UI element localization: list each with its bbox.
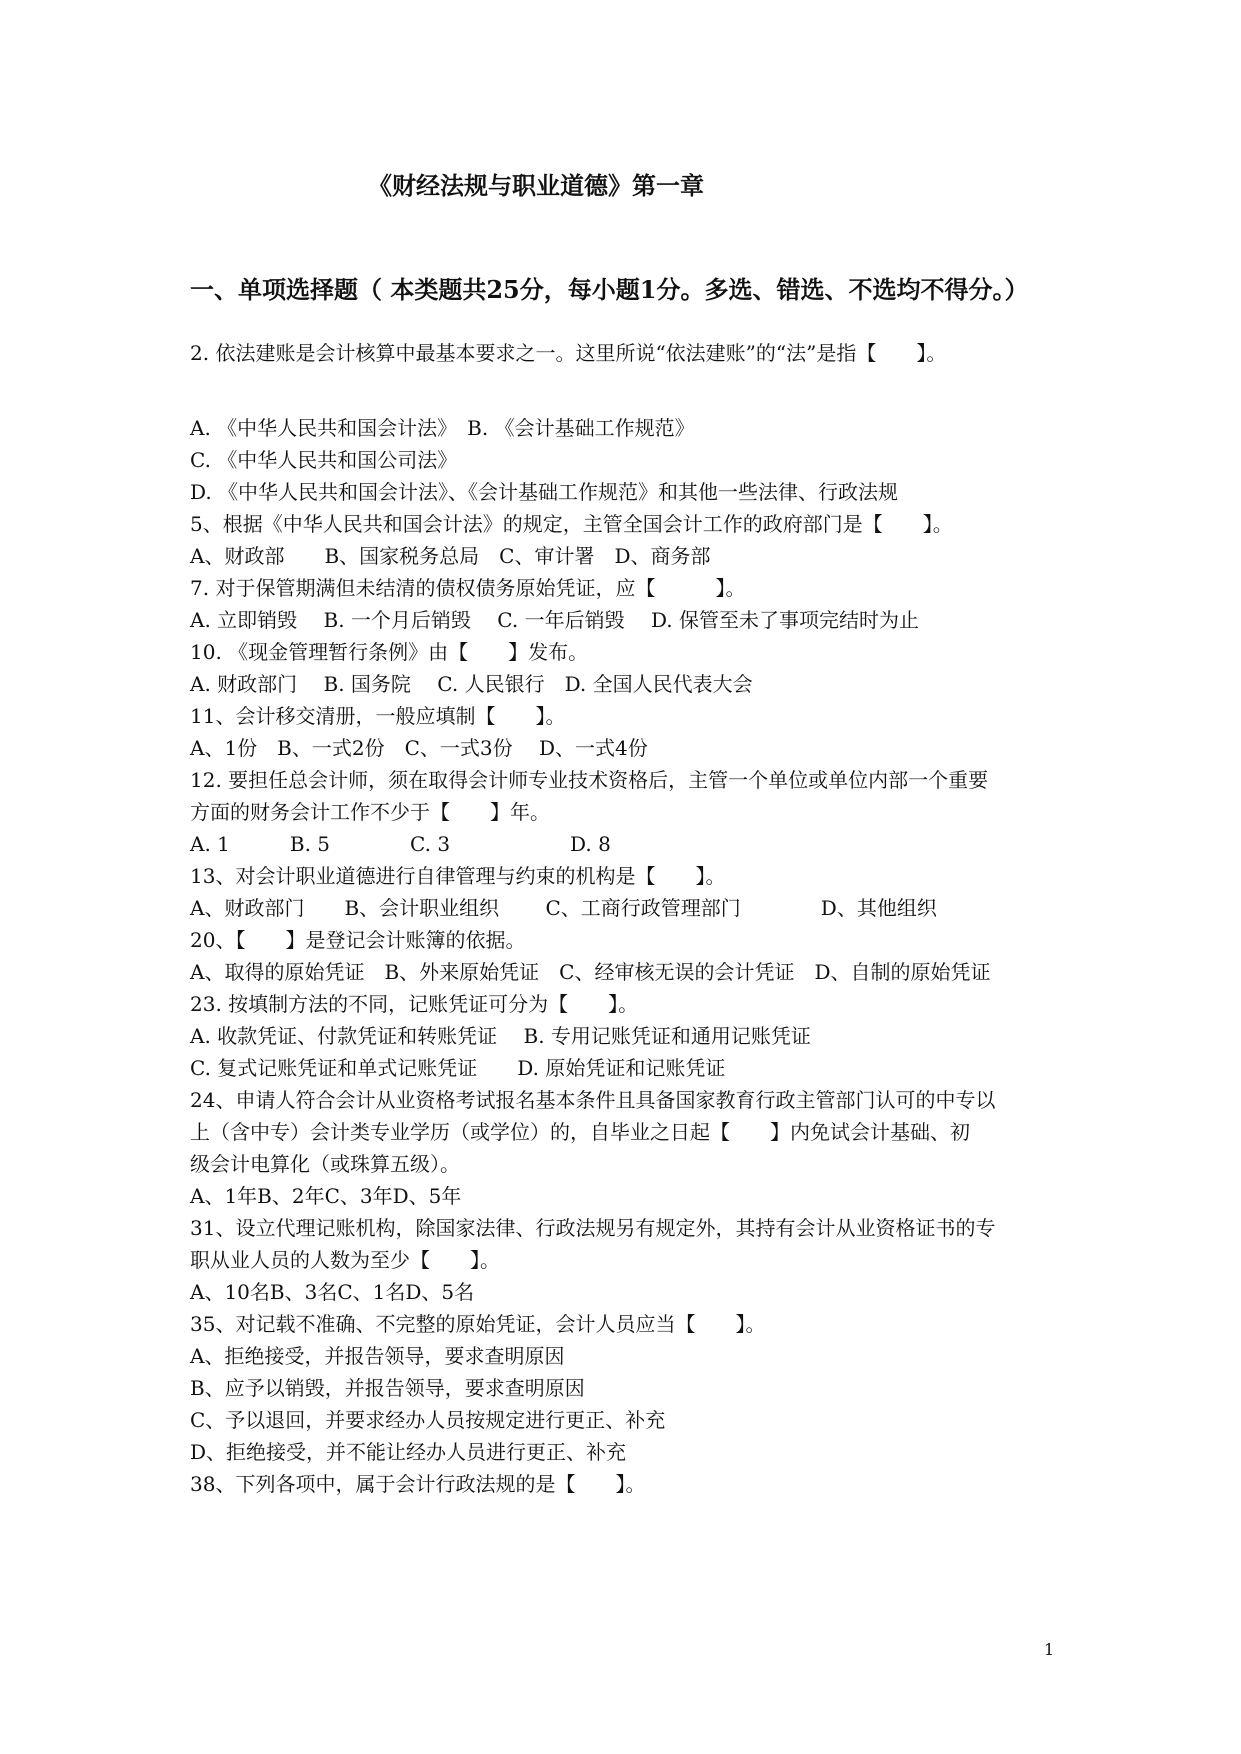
text-line: A、1年B、2年C、3年D、5年 bbox=[190, 1184, 462, 1208]
text-line: 级会计电算化（或珠算五级）。 bbox=[190, 1152, 460, 1176]
section-title: 一、单项选择题（ 本类题共25分，每小题1分。多选、错选、不选均不得分。） bbox=[190, 275, 1029, 304]
text-line: A、1份 B、一式2份 C、一式3份 D、一式4份 bbox=[190, 736, 648, 760]
text-line: C. 复式记账凭证和单式记账凭证 D. 原始凭证和记账凭证 bbox=[190, 1056, 726, 1080]
text-line: D、拒绝接受，并不能让经办人员进行更正、补充 bbox=[190, 1440, 627, 1464]
text-line: A、财政部门 B、会计职业组织 C、工商行政管理部门 D、其他组织 bbox=[190, 896, 937, 920]
text-line: 13、对会计职业道德进行自律管理与约束的机构是【 】。 bbox=[190, 864, 726, 888]
text-line: 11、会计移交清册，一般应填制【 】。 bbox=[190, 704, 566, 728]
text-line: 23. 按填制方法的不同，记账凭证可分为【 】。 bbox=[190, 992, 639, 1016]
text-line: 方面的财务会计工作不少于【 】年。 bbox=[190, 800, 550, 824]
text-line: A. 收款凭证、付款凭证和转账凭证 B. 专用记账凭证和通用记账凭证 bbox=[190, 1024, 811, 1048]
page-number: 1 bbox=[1044, 1640, 1055, 1659]
text-line: 5、根据《中华人民共和国会计法》的规定，主管全国会计工作的政府部门是【 】。 bbox=[190, 512, 953, 536]
text-line: 31、设立代理记账机构，除国家法律、行政法规另有规定外，其持有会计从业资格证书的专 bbox=[190, 1216, 996, 1240]
text-line: A、拒绝接受，并报告领导，要求查明原因 bbox=[190, 1344, 565, 1368]
text-line: 38、下列各项中，属于会计行政法规的是【 】。 bbox=[190, 1472, 646, 1496]
text-line: C、予以退回，并要求经办人员按规定进行更正、补充 bbox=[190, 1408, 666, 1432]
text-line: A、财政部 B、国家税务总局 C、审计署 D、商务部 bbox=[190, 544, 711, 568]
text-line: A. 《中华人民共和国会计法》 B. 《会计基础工作规范》 bbox=[190, 416, 695, 440]
text-line: 上（含中专）会计类专业学历（或学位）的，自毕业之日起【 】内免试会计基础、初 bbox=[190, 1120, 970, 1144]
text-line: C. 《中华人民共和国公司法》 bbox=[190, 448, 458, 472]
text-line: 12. 要担任总会计师，须在取得会计师专业技术资格后，主管一个单位或单位内部一个重要 bbox=[190, 768, 989, 792]
text-line: 职从业人员的人数为至少【 】。 bbox=[190, 1248, 500, 1272]
text-line: 24、申请人符合会计从业资格考试报名基本条件且具备国家教育行政主管部门认可的中专以 bbox=[190, 1088, 996, 1112]
text-line: 10. 《现金管理暂行条例》由【 】发布。 bbox=[190, 640, 589, 664]
text-line: A. 财政部门 B. 国务院 C. 人民银行 D. 全国人民代表大会 bbox=[190, 672, 753, 696]
text-line: A、10名B、3名C、1名D、5名 bbox=[190, 1280, 475, 1304]
document-title: 《财经法规与职业道德》第一章 bbox=[368, 171, 704, 200]
text-line: 7. 对于保管期满但未结清的债权债务原始凭证，应【 】。 bbox=[190, 576, 746, 600]
text-line: 2. 依法建账是会计核算中最基本要求之一。这里所说“依法建账”的“法”是指【 】。 bbox=[190, 341, 947, 365]
text-line: A. 1 B. 5 C. 3 D. 8 bbox=[190, 832, 611, 856]
text-line: A. 立即销毁 B. 一个月后销毁 C. 一年后销毁 D. 保管至未了事项完结时为止 bbox=[190, 608, 919, 632]
text-line: A、取得的原始凭证 B、外来原始凭证 C、经审核无误的会计凭证 D、自制的原始凭证 bbox=[190, 960, 991, 984]
text-line: 35、对记载不准确、不完整的原始凭证，会计人员应当【 】。 bbox=[190, 1312, 766, 1336]
text-line: B、应予以销毁，并报告领导，要求查明原因 bbox=[190, 1376, 585, 1400]
text-line: D. 《中华人民共和国会计法》、《会计基础工作规范》和其他一些法律、行政法规 bbox=[190, 480, 899, 504]
text-line: 20、【 】是登记会计账簿的依据。 bbox=[190, 928, 526, 952]
